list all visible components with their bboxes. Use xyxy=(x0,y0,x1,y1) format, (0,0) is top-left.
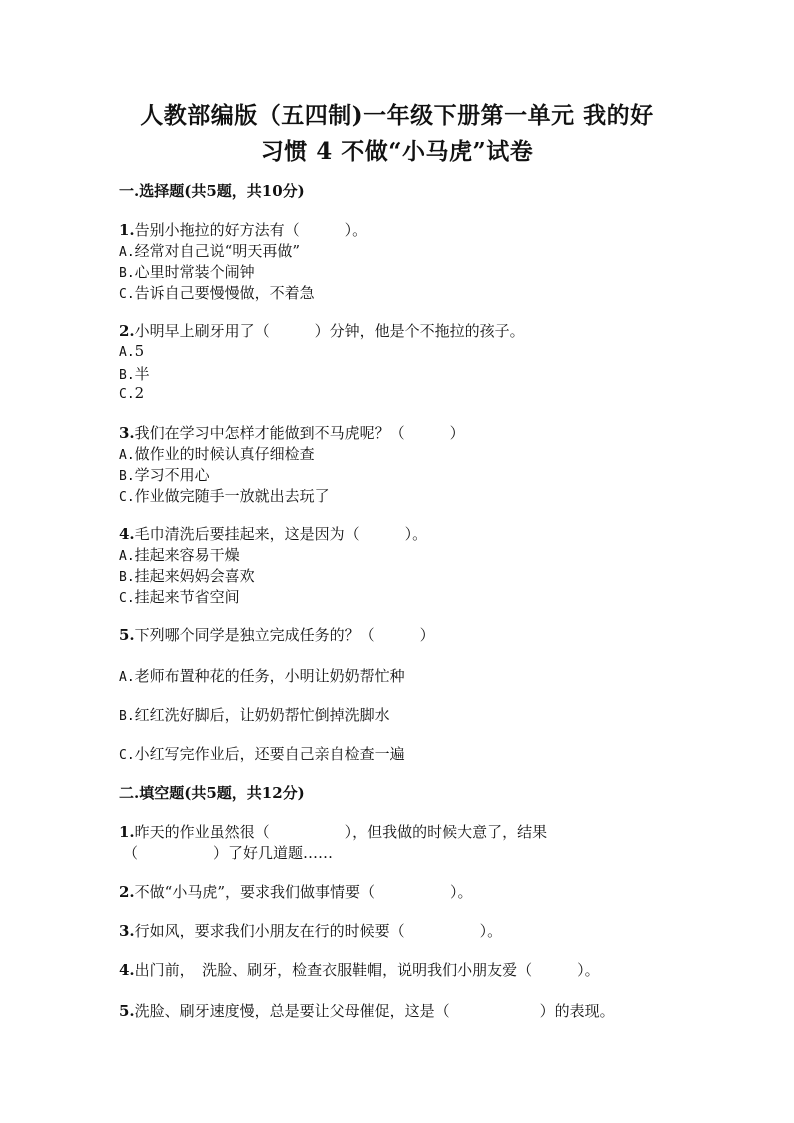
option-b xyxy=(119,565,255,586)
question-number: 2. xyxy=(119,883,135,901)
option-text: 老师布置种花的任务，小明让奶奶帮忙种 xyxy=(134,667,405,685)
option-c xyxy=(119,384,144,402)
option-letter: B. xyxy=(119,368,135,383)
question-number: 4. xyxy=(119,525,135,543)
option-a xyxy=(119,240,300,261)
option-text: 2 xyxy=(134,384,145,402)
question-number: 2. xyxy=(119,322,135,340)
question-5 xyxy=(119,624,435,645)
fill-question-3 xyxy=(119,920,502,941)
option-a xyxy=(119,443,315,464)
option-letter: A. xyxy=(119,549,135,564)
page-title-line-2: 习惯 4 不做“小马虎”试卷 xyxy=(260,138,534,165)
question-2 xyxy=(119,320,525,341)
fill-question-4 xyxy=(119,959,600,980)
page-title-line-1: 人教部编版（五四制)一年级下册第一单元 我的好 xyxy=(140,102,654,129)
fill-question-5 xyxy=(119,1000,615,1021)
option-a xyxy=(119,665,405,686)
option-text: 做作业的时候认真仔细检查 xyxy=(134,445,315,463)
option-b xyxy=(119,464,210,485)
option-letter: B. xyxy=(119,469,135,484)
fill-question-1-continued: （ ）了好几道题…… xyxy=(123,844,334,862)
question-number: 5. xyxy=(119,626,135,644)
option-letter: A. xyxy=(119,245,135,260)
question-text: 小明早上刷牙用了（ ）分钟，他是个不拖拉的孩子。 xyxy=(134,322,525,340)
option-c xyxy=(119,485,330,506)
option-text: 挂起来容易干燥 xyxy=(134,546,240,564)
option-b xyxy=(119,261,255,282)
option-text: 5 xyxy=(134,342,145,360)
option-letter: A. xyxy=(119,448,135,463)
question-number: 5. xyxy=(119,1002,135,1020)
question-number: 1. xyxy=(119,221,135,239)
option-text: 挂起来妈妈会喜欢 xyxy=(134,567,255,585)
option-letter: C. xyxy=(119,490,135,505)
option-letter: A. xyxy=(119,345,135,360)
question-text: 我们在学习中怎样才能做到不马虎呢？（ ） xyxy=(134,424,465,442)
question-4 xyxy=(119,523,427,544)
question-text: 洗脸、刷牙速度慢，总是要让父母催促，这是（ ）的表现。 xyxy=(134,1002,615,1020)
option-letter: C. xyxy=(119,287,135,302)
option-c xyxy=(119,282,315,303)
option-c xyxy=(119,586,240,607)
fill-question-1 xyxy=(119,821,547,842)
option-text: 心里时常装个闹钟 xyxy=(134,263,255,281)
option-a xyxy=(119,544,240,565)
question-text: 不做“小马虎”，要求我们做事情要（ ）。 xyxy=(134,883,473,901)
option-a xyxy=(119,342,144,360)
option-text: 学习不用心 xyxy=(134,466,210,484)
question-3 xyxy=(119,422,465,443)
option-text: 经常对自己说“明天再做” xyxy=(134,242,300,260)
option-text: 小红写完作业后，还要自己亲自检查一遍 xyxy=(134,745,405,763)
option-text: 红红洗好脚后，让奶奶帮忙倒掉洗脚水 xyxy=(134,706,390,724)
option-text: 告诉自己要慢慢做，不着急 xyxy=(134,284,315,302)
option-letter: C. xyxy=(119,591,135,606)
section-heading-fill-in: 二.填空题(共5题，共12分) xyxy=(119,784,305,802)
option-letter: B. xyxy=(119,570,135,585)
question-text: 出门前， 洗脸、刷牙，检查衣服鞋帽，说明我们小朋友爱（ ）。 xyxy=(134,961,600,979)
option-b xyxy=(119,704,390,725)
question-number: 1. xyxy=(119,823,135,841)
option-c xyxy=(119,743,405,764)
question-text: 行如风，要求我们小朋友在行的时候要（ ）。 xyxy=(134,922,503,940)
option-text: 作业做完随手一放就出去玩了 xyxy=(134,487,330,505)
option-letter: B. xyxy=(119,266,135,281)
question-text: 下列哪个同学是独立完成任务的？（ ） xyxy=(134,626,435,644)
question-number: 3. xyxy=(119,922,135,940)
question-1 xyxy=(119,219,367,240)
question-number: 3. xyxy=(119,424,135,442)
question-number: 4. xyxy=(119,961,135,979)
option-letter: A. xyxy=(119,670,135,685)
option-text: 挂起来节省空间 xyxy=(134,588,240,606)
question-text: 昨天的作业虽然很（ ），但我做的时候大意了，结果 xyxy=(134,823,548,841)
option-letter: C. xyxy=(119,748,135,763)
option-letter: B. xyxy=(119,709,135,724)
option-b xyxy=(119,363,150,384)
option-letter: C. xyxy=(119,387,135,402)
option-text: 半 xyxy=(134,365,150,383)
question-text: 告别小拖拉的好方法有（ ）。 xyxy=(134,221,368,239)
question-text: 毛巾清洗后要挂起来，这是因为（ ）。 xyxy=(134,525,428,543)
fill-question-2 xyxy=(119,881,473,902)
section-heading-multiple-choice: 一.选择题(共5题，共10分) xyxy=(119,182,305,200)
